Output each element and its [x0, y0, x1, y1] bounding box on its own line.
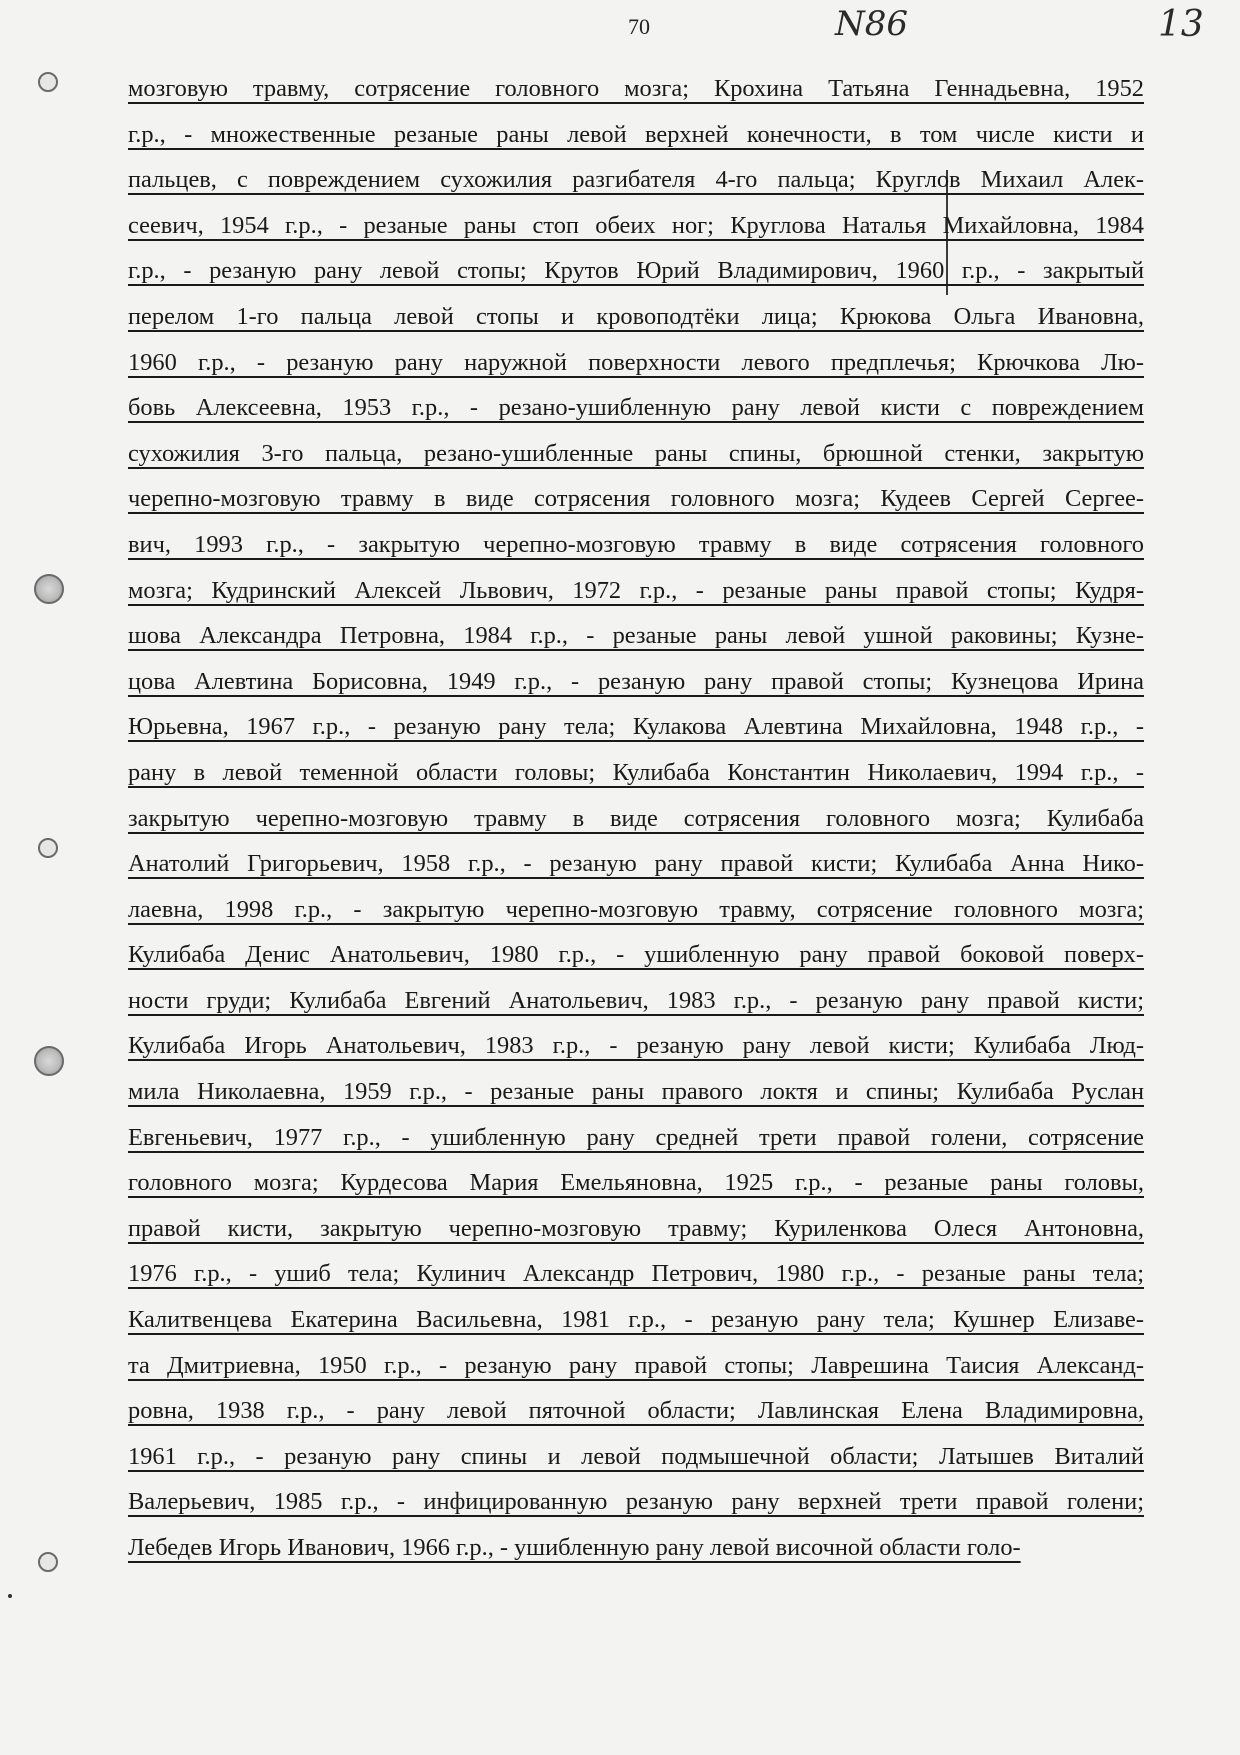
margin-dot	[8, 1594, 12, 1598]
text-line: рану в левой теменной области головы; Кулибаба Константин Николаевич, 1994 г.р., -	[128, 758, 1144, 786]
text-line: правой кисти, закрытую черепно-мозговую травму; Куриленкова Олеся Антоновна,	[128, 1214, 1144, 1242]
text-line: ровна, 1938 г.р., - рану левой пяточной области; Лавлинская Елена Владимировна,	[128, 1397, 1144, 1425]
text-line: Кулибаба Игорь Анатольевич, 1983 г.р., - резаную рану левой кисти; Кулибаба Люд-	[128, 1032, 1144, 1060]
text-line: Калитвенцева Екатерина Васильевна, 1981 г.р., - резаную рану тела; Кушнер Елизаве-	[128, 1306, 1144, 1334]
text-line: Евгеньевич, 1977 г.р., - ушибленную рану средней трети правой голени, сотрясение	[128, 1123, 1144, 1151]
text-line: мозговую травму, сотрясение головного мозга; Крохина Татьяна Геннадьевна, 1952	[128, 75, 1144, 102]
text-line: мозга; Кудринский Алексей Львович, 1972 г.р., - резаные раны правой стопы; Кудря-	[128, 576, 1144, 604]
binding-hole-icon	[34, 1046, 64, 1076]
text-line: черепно-мозговую травму в виде сотрясения головного мозга; Кудеев Сергей Сергее-	[128, 485, 1144, 513]
text-line: Анатолий Григорьевич, 1958 г.р., - резаную рану правой кисти; Кулибаба Анна Нико-	[128, 850, 1144, 878]
page-number: 70	[628, 14, 650, 39]
text-line: г.р., - резаную рану левой стопы; Крутов Юрий Владимирович, 1960 г.р., - закрытый	[128, 257, 1144, 285]
text-line: г.р., - множественные резаные раны левой верхней конечности, в том числе кисти и	[128, 120, 1144, 148]
text-line: сухожилия 3-го пальца, резано-ушибленные раны спины, брюшной стенки, закрытую	[128, 439, 1144, 467]
text-line: та Дмитриевна, 1950 г.р., - резаную рану правой стопы; Лаврешина Таисия Александ-	[128, 1351, 1144, 1379]
binding-hole-icon	[38, 838, 58, 858]
text-line: 1960 г.р., - резаную рану наружной поверхности левого предплечья; Крючкова Лю-	[128, 348, 1144, 376]
binding-hole-icon	[34, 574, 64, 604]
text-line: Лебедев Игорь Иванович, 1966 г.р., - ушибленную рану левой височной области голо-	[128, 1534, 1021, 1561]
text-line: перелом 1-го пальца левой стопы и кровоподтёки лица; Крюкова Ольга Ивановна,	[128, 302, 1144, 330]
text-line: головного мозга; Курдесова Мария Емельяновна, 1925 г.р., - резаные раны головы,	[128, 1169, 1144, 1197]
text-line: мила Николаевна, 1959 г.р., - резаные раны правого локтя и спины; Кулибаба Руслан	[128, 1078, 1144, 1106]
text-line: ности груди; Кулибаба Евгений Анатольевич, 1983 г.р., - резаную рану правой кисти;	[128, 986, 1144, 1014]
text-line: сеевич, 1954 г.р., - резаные раны стоп обеих ног; Круглова Наталья Михайловна, 1984	[128, 211, 1144, 239]
text-line: цова Алевтина Борисовна, 1949 г.р., - резаную рану правой стопы; Кузнецова Ирина	[128, 667, 1144, 695]
text-line: 1976 г.р., - ушиб тела; Кулинич Александр Петрович, 1980 г.р., - резаные раны тела;	[128, 1260, 1144, 1288]
text-line: вич, 1993 г.р., - закрытую черепно-мозговую травму в виде сотрясения головного	[128, 530, 1144, 558]
handwritten-case-number: N86	[835, 4, 909, 44]
text-line: Кулибаба Денис Анатольевич, 1980 г.р., - ушибленную рану правой боковой поверх-	[128, 941, 1144, 969]
text-line: 1961 г.р., - резаную рану спины и левой подмышечной области; Латышев Виталий	[128, 1442, 1144, 1470]
handwritten-folio-number: 13	[1158, 4, 1204, 45]
binding-hole-icon	[38, 1552, 58, 1572]
binding-hole-icon	[38, 72, 58, 92]
text-line: бовь Алексеевна, 1953 г.р., - резано-ушибленную рану левой кисти с повреждением	[128, 394, 1144, 422]
text-line: закрытую черепно-мозговую травму в виде сотрясения головного мозга; Кулибаба	[128, 804, 1144, 832]
text-line: Юрьевна, 1967 г.р., - резаную рану тела; Кулакова Алевтина Михайловна, 1948 г.р., -	[128, 713, 1144, 741]
text-line: Валерьевич, 1985 г.р., - инфицированную резаную рану верхней трети правой голени;	[128, 1488, 1144, 1516]
body-text	[128, 72, 1144, 1577]
text-line: шова Александра Петровна, 1984 г.р., - резаные раны левой ушной раковины; Кузне-	[128, 622, 1144, 650]
text-line: пальцев, с повреждением сухожилия разгибателя 4-го пальца; Круглов Михаил Алек-	[128, 166, 1144, 194]
text-line: лаевна, 1998 г.р., - закрытую черепно-мозговую травму, сотрясение головного мозга;	[128, 895, 1144, 923]
